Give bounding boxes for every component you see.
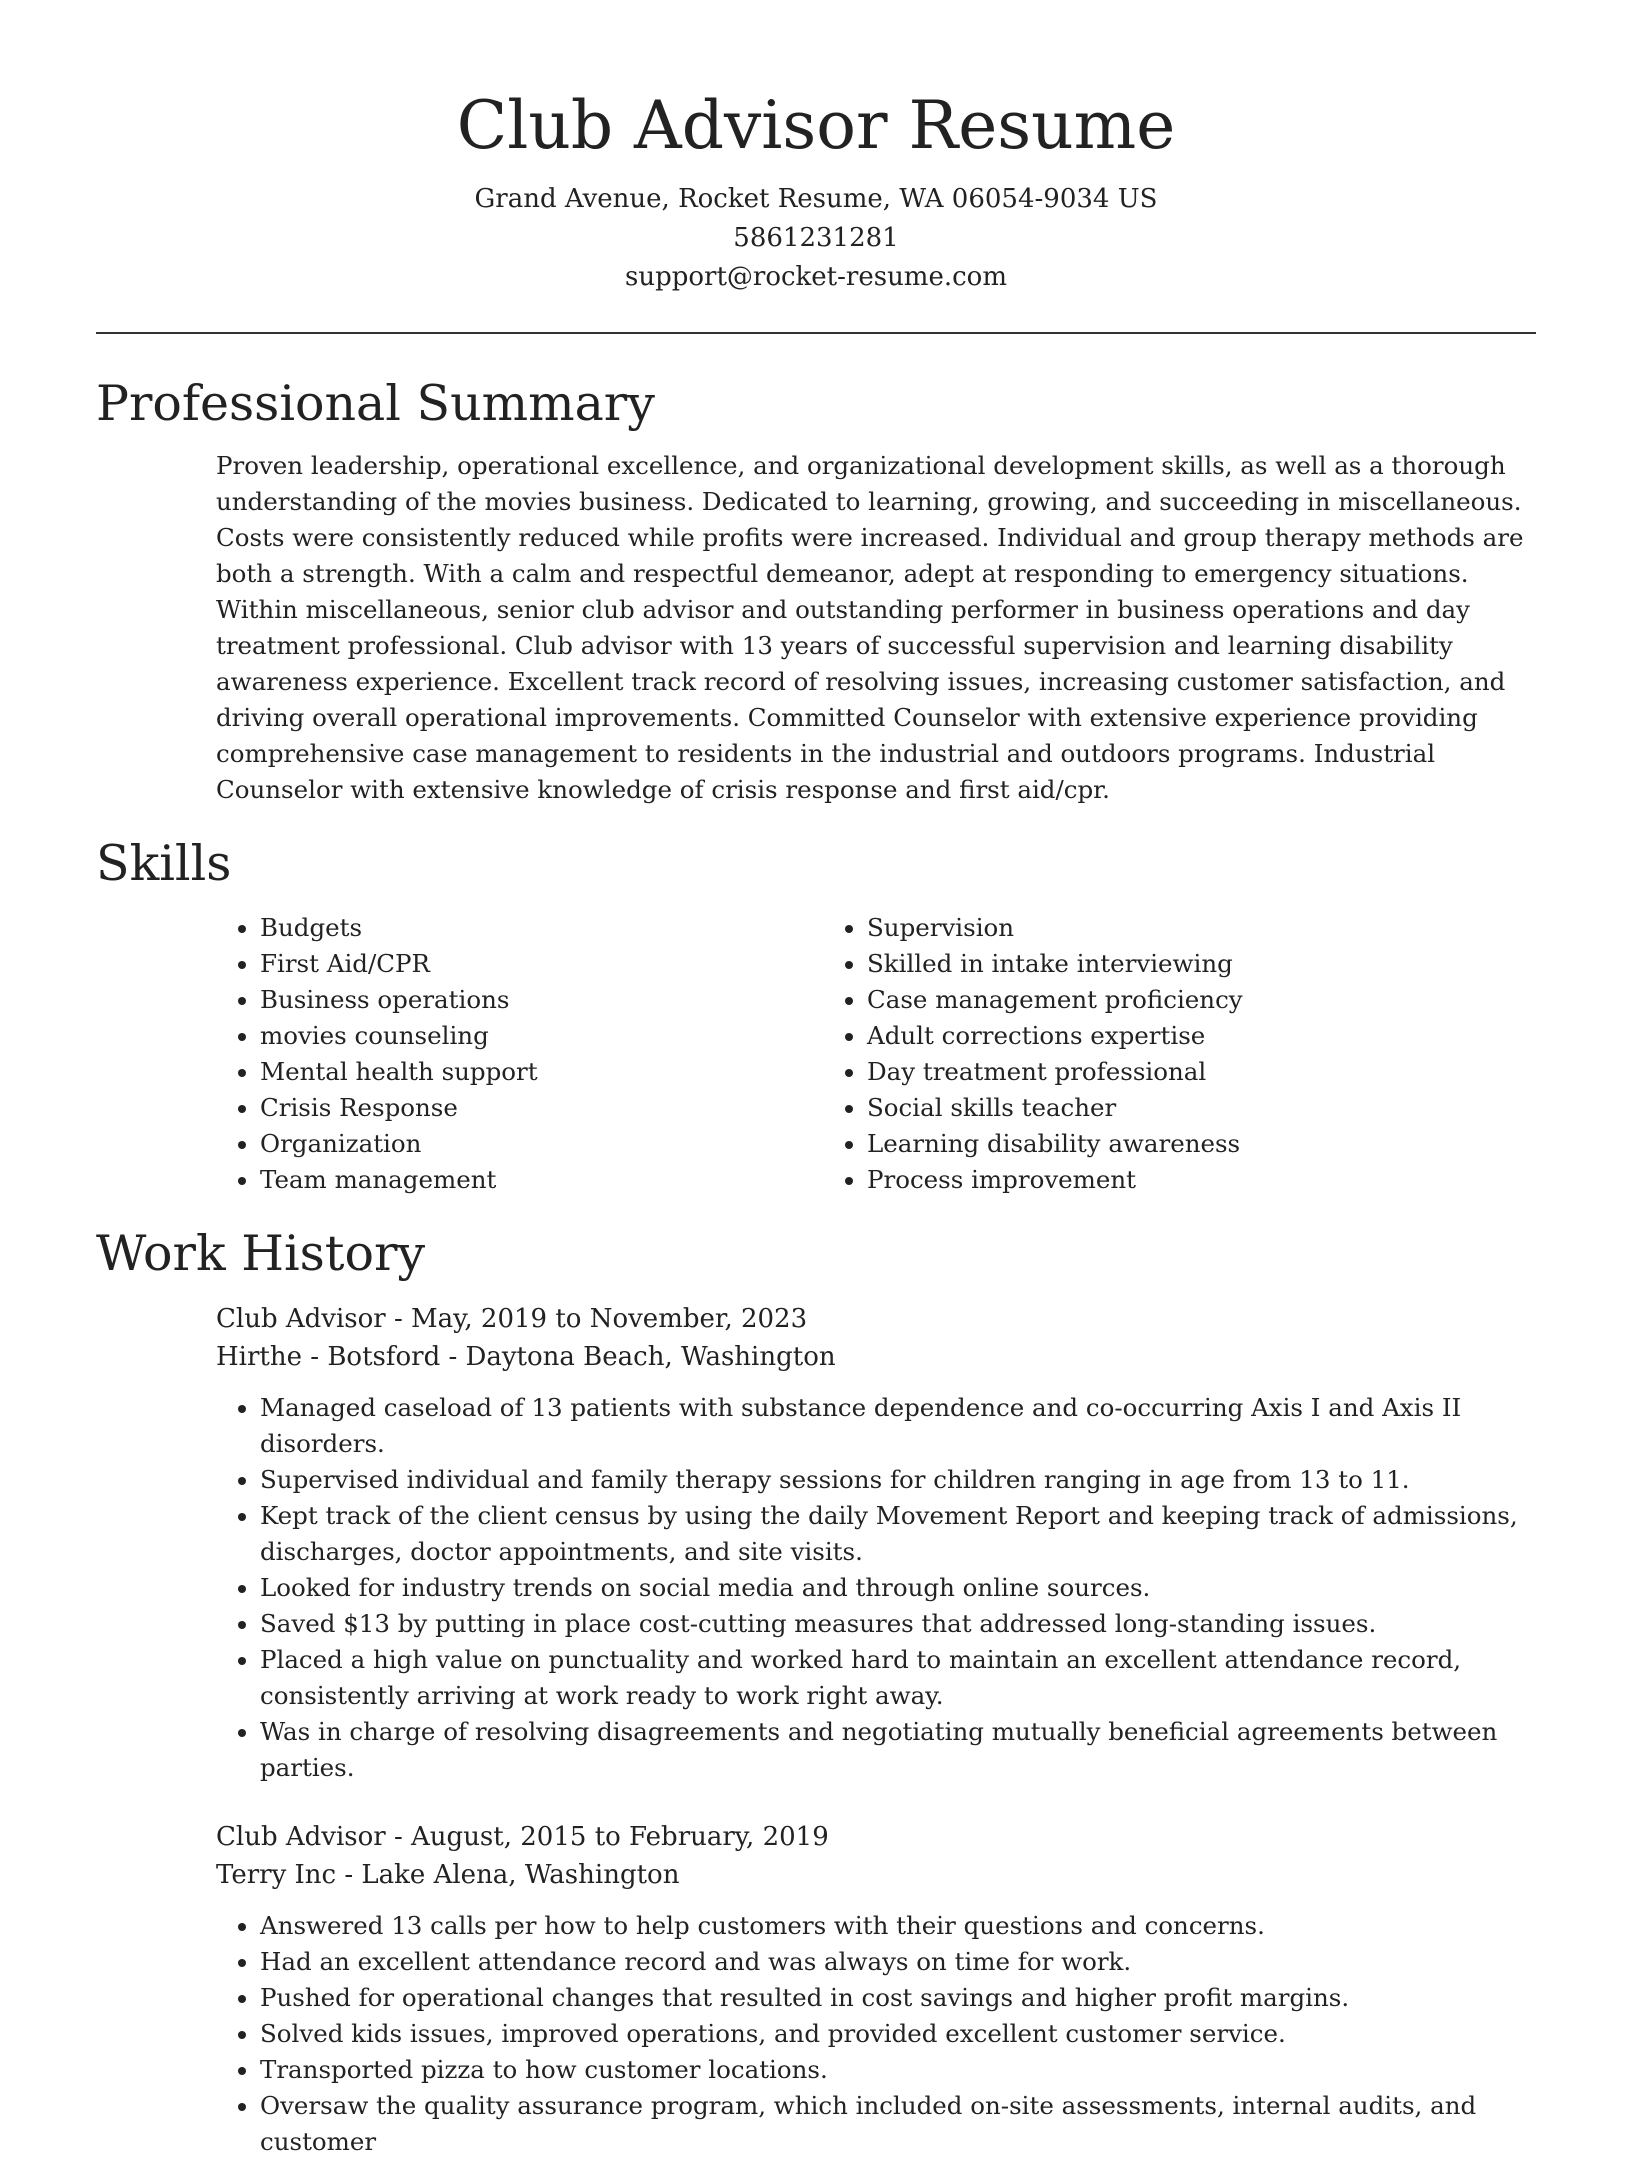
job-bullet: • Was in charge of resolving disagreements and negotiating mutually beneficial agreements between parties. [260, 1714, 1536, 1786]
skills-list-right [822, 910, 1428, 1198]
job-bullet: • Placed a high value on punctuality and worked hard to maintain an excellent attendance record, consistently arriving at work ready to work right away. [260, 1642, 1536, 1714]
skill-item: • Learning disability awareness [867, 1126, 1428, 1162]
contact-phone: 5861231281 [733, 223, 899, 253]
job-entry [216, 1818, 1536, 2160]
skills-list-left [216, 910, 822, 1198]
contact-email: support@rocket-resume.com [624, 262, 1007, 292]
job-bullet: • Kept track of the client census by using the daily Movement Report and keeping track of admissions, discharges, doctor appointments, and site visits. [260, 1498, 1536, 1570]
summary-heading: Professional Summary [96, 375, 655, 432]
job-bullet: • Solved kids issues, improved operations, and provided excellent customer service. [260, 2016, 1536, 2052]
resume-page [96, 0, 1536, 2160]
job-bullets [216, 1908, 1536, 2160]
skill-item: • Organization [260, 1126, 822, 1162]
skill-item: • Process improvement [867, 1162, 1428, 1198]
skill-item: • Supervision [867, 910, 1428, 946]
job-title-line: Club Advisor - May, 2019 to November, 2023 [216, 1304, 808, 1334]
job-title-line: Club Advisor - August, 2015 to February, 2019 [216, 1822, 829, 1852]
skill-item: • First Aid/CPR [260, 946, 822, 982]
skill-item: • Skilled in intake interviewing [867, 946, 1428, 982]
resume-title: Club Advisor Resume [456, 87, 1176, 164]
skill-item: • Social skills teacher [867, 1090, 1428, 1126]
job-bullet: • Pushed for operational changes that resulted in cost savings and higher profit margins. [260, 1980, 1536, 2016]
skill-item: • Team management [260, 1162, 822, 1198]
job-bullet: • Looked for industry trends on social media and through online sources. [260, 1570, 1536, 1606]
skill-item: • Crisis Response [260, 1090, 822, 1126]
job-bullet: • Managed caseload of 13 patients with substance dependence and co-occurring Axis I and Axis II disorders. [260, 1390, 1536, 1462]
job-bullet: • Oversaw the quality assurance program, which included on-site assessments, internal audits, and customer [260, 2088, 1536, 2160]
job-entry [216, 1300, 1536, 1786]
skill-item: • Day treatment professional [867, 1054, 1428, 1090]
work-history-heading: Work History [96, 1225, 426, 1282]
job-company-line: Hirthe - Botsford - Daytona Beach, Washington [216, 1342, 836, 1372]
contact-address: Grand Avenue, Rocket Resume, WA 06054-9034 US [474, 184, 1158, 214]
skill-item: • Budgets [260, 910, 822, 946]
skills-heading: Skills [96, 835, 232, 892]
job-bullet: • Transported pizza to how customer locations. [260, 2052, 1536, 2088]
summary-text: Proven leadership, operational excellence, and organizational development skills, as well as a thorough understanding of the movies business. Dedicated to learning, growing, and succeeding in miscellaneous. Costs were consistently reduced while profits were increased. Individual and group therapy methods are both a strength. With a calm and respectful demeanor, adept at responding to emergency situations. Within miscellaneous, senior club advisor and outstanding performer in business operations and day treatment professional. Club advisor with 13 years of successful supervision and learning disability awareness experience. Excellent track record of resolving issues, increasing customer satisfaction, and driving overall operational improvements. Committed Counselor with extensive experience providing comprehensive case management to residents in the industrial and outdoors programs. Industrial Counselor with extensive knowledge of crisis response and first aid/cpr. [216, 451, 1524, 804]
skills-columns [216, 910, 1536, 1198]
contact-block [96, 180, 1536, 297]
skill-item: • Case management proficiency [867, 982, 1428, 1018]
job-bullet: • Had an excellent attendance record and was always on time for work. [260, 1944, 1536, 1980]
job-bullet: • Answered 13 calls per how to help customers with their questions and concerns. [260, 1908, 1536, 1944]
job-bullets [216, 1390, 1536, 1786]
job-bullet: • Supervised individual and family therapy sessions for children ranging in age from 13 to 11. [260, 1462, 1536, 1498]
job-bullet: • Saved $13 by putting in place cost-cutting measures that addressed long-standing issues. [260, 1606, 1536, 1642]
job-company-line: Terry Inc - Lake Alena, Washington [216, 1860, 680, 1890]
skill-item: • Adult corrections expertise [867, 1018, 1428, 1054]
header-divider [96, 332, 1536, 334]
skill-item: • Mental health support [260, 1054, 822, 1090]
skill-item: • Business operations [260, 982, 822, 1018]
skill-item: • movies counseling [260, 1018, 822, 1054]
